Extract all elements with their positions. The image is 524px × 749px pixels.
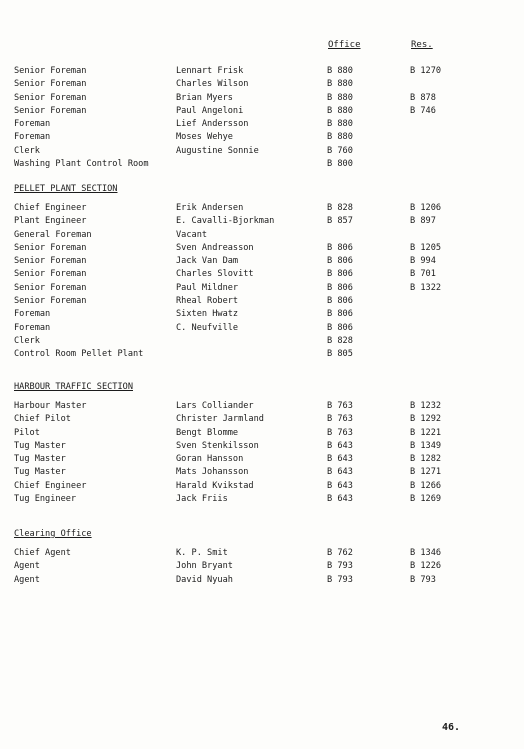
directory-row — [14, 202, 514, 215]
job-title: Agent — [14, 561, 40, 572]
residence-column-header: Res. — [411, 40, 433, 50]
person-name: K. P. Smit — [176, 548, 228, 558]
residence-extension: B 994 — [410, 256, 436, 267]
job-title: Senior Foreman — [14, 296, 87, 307]
office-extension: B 643 — [327, 454, 353, 465]
person-name: Charles Slovitt — [176, 269, 254, 280]
office-extension: B 760 — [327, 145, 353, 156]
residence-extension: B 1349 — [410, 440, 442, 451]
directory-row — [14, 413, 514, 426]
directory-row — [14, 322, 514, 335]
directory-row — [14, 215, 514, 228]
job-title: Senior Foreman — [14, 242, 87, 253]
office-extension: B 806 — [327, 269, 353, 280]
directory-row — [14, 308, 514, 321]
job-title: Foreman — [14, 322, 51, 333]
person-name: Lief Andersson — [176, 119, 249, 130]
office-extension: B 793 — [327, 574, 353, 585]
residence-extension: B 1205 — [410, 242, 442, 253]
section-title: PELLET PLANT SECTION — [14, 184, 118, 194]
directory-row — [14, 480, 514, 493]
directory-row — [14, 65, 514, 78]
clearing-office-section — [14, 529, 514, 587]
person-name: Charles Wilson — [176, 79, 249, 90]
directory-row — [14, 78, 514, 91]
office-extension: B 800 — [327, 159, 353, 170]
office-extension: B 880 — [327, 105, 353, 116]
person-name: E. Cavalli-Bjorkman — [176, 216, 275, 227]
office-extension: B 828 — [327, 335, 353, 346]
person-name: Paul Mildner — [176, 282, 239, 293]
person-name: Christer Jarmland — [176, 414, 264, 425]
directory-row — [14, 440, 514, 453]
office-extension: B 806 — [327, 322, 353, 333]
residence-extension: B 701 — [410, 269, 436, 280]
office-extension: B 828 — [327, 203, 353, 213]
harbour-traffic-section — [14, 382, 514, 506]
directory-row — [14, 229, 514, 242]
job-title: Clerk — [14, 145, 40, 156]
office-extension: B 643 — [327, 494, 353, 505]
residence-extension: B 1232 — [410, 401, 442, 411]
person-name: Mats Johansson — [176, 467, 249, 478]
job-title: Foreman — [14, 309, 51, 320]
person-name: Rheal Robert — [176, 296, 239, 307]
job-title: Clerk — [14, 335, 40, 346]
office-extension: B 880 — [327, 79, 353, 90]
job-title: Tug Master — [14, 440, 66, 451]
job-title: Tug Master — [14, 454, 66, 465]
job-title: Foreman — [14, 132, 51, 143]
directory-row — [14, 295, 514, 308]
person-name: Vacant — [176, 229, 208, 240]
job-title: Senior Foreman — [14, 282, 87, 293]
person-name: Lennart Frisk — [176, 66, 244, 76]
person-name: John Bryant — [176, 561, 233, 572]
job-title: Pilot — [14, 427, 40, 438]
office-extension: B 763 — [327, 414, 353, 425]
office-extension: B 880 — [327, 66, 353, 76]
office-extension: B 806 — [327, 256, 353, 267]
directory-row — [14, 92, 514, 105]
residence-extension: B 1346 — [410, 548, 442, 558]
section-title: Clearing Office — [14, 529, 92, 539]
person-name: Brian Myers — [176, 92, 233, 103]
directory-row — [14, 158, 514, 171]
page-number: 46. — [441, 722, 460, 733]
directory-row — [14, 118, 514, 131]
job-title: Senior Foreman — [14, 66, 87, 76]
residence-extension: B 1271 — [410, 467, 442, 478]
residence-extension: B 793 — [410, 574, 436, 585]
directory-row — [14, 335, 514, 348]
residence-extension: B 1282 — [410, 454, 442, 465]
washing-plant-section — [14, 65, 514, 171]
directory-row — [14, 268, 514, 281]
job-title: Control Room Pellet Plant — [14, 349, 144, 360]
office-extension: B 806 — [327, 296, 353, 307]
job-title: Senior Foreman — [14, 105, 87, 116]
job-title: Tug Engineer — [14, 494, 77, 505]
office-extension: B 880 — [327, 132, 353, 143]
job-title: Chief Agent — [14, 548, 71, 558]
person-name: C. Neufville — [176, 322, 239, 333]
office-extension: B 643 — [327, 440, 353, 451]
person-name: Jack Van Dam — [176, 256, 239, 267]
office-extension: B 762 — [327, 548, 353, 558]
job-title: Chief Engineer — [14, 480, 87, 491]
residence-extension: B 1270 — [410, 66, 442, 76]
person-name: Sixten Hwatz — [176, 309, 239, 320]
residence-extension: B 1292 — [410, 414, 442, 425]
office-extension: B 880 — [327, 119, 353, 130]
job-title: Chief Engineer — [14, 203, 87, 213]
job-title: Senior Foreman — [14, 79, 87, 90]
job-title: Senior Foreman — [14, 269, 87, 280]
directory-row — [14, 131, 514, 144]
person-name: Paul Angeloni — [176, 105, 244, 116]
office-extension: B 643 — [327, 480, 353, 491]
directory-row — [14, 348, 514, 361]
person-name: Jack Friis — [176, 494, 228, 505]
job-title: Plant Engineer — [14, 216, 87, 227]
directory-row — [14, 282, 514, 295]
residence-extension: B 746 — [410, 105, 436, 116]
directory-row — [14, 547, 514, 560]
person-name: Bengt Blomme — [176, 427, 239, 438]
residence-extension: B 897 — [410, 216, 436, 227]
office-extension: B 805 — [327, 349, 353, 360]
office-extension: B 806 — [327, 242, 353, 253]
office-extension: B 793 — [327, 561, 353, 572]
directory-row — [14, 145, 514, 158]
person-name: Harald Kvikstad — [176, 480, 254, 491]
person-name: Goran Hansson — [176, 454, 244, 465]
job-title: Chief Pilot — [14, 414, 71, 425]
residence-extension: B 1226 — [410, 561, 442, 572]
office-extension: B 763 — [327, 401, 353, 411]
directory-row — [14, 453, 514, 466]
person-name: Erik Andersen — [176, 203, 244, 213]
office-extension: B 806 — [327, 282, 353, 293]
pellet-plant-section — [14, 184, 514, 362]
job-title: Harbour Master — [14, 401, 87, 411]
residence-extension: B 878 — [410, 92, 436, 103]
residence-extension: B 1221 — [410, 427, 442, 438]
job-title: Senior Foreman — [14, 256, 87, 267]
residence-extension: B 1322 — [410, 282, 442, 293]
residence-extension: B 1266 — [410, 480, 442, 491]
person-name: Lars Colliander — [176, 401, 254, 411]
job-title: Washing Plant Control Room — [14, 159, 149, 170]
office-extension: B 763 — [327, 427, 353, 438]
job-title: Tug Master — [14, 467, 66, 478]
section-title: HARBOUR TRAFFIC SECTION — [14, 382, 133, 392]
person-name: David Nyuah — [176, 574, 233, 585]
directory-row — [14, 560, 514, 573]
directory-row — [14, 105, 514, 118]
office-column-header: Office — [328, 40, 361, 50]
job-title: Senior Foreman — [14, 92, 87, 103]
residence-extension: B 1206 — [410, 203, 442, 213]
directory-row — [14, 493, 514, 506]
person-name: Sven Stenkilsson — [176, 440, 259, 451]
job-title: Agent — [14, 574, 40, 585]
job-title: Foreman — [14, 119, 51, 130]
person-name: Moses Wehye — [176, 132, 233, 143]
person-name: Augustine Sonnie — [176, 145, 259, 156]
office-extension: B 643 — [327, 467, 353, 478]
office-extension: B 880 — [327, 92, 353, 103]
residence-extension: B 1269 — [410, 494, 442, 505]
office-extension: B 857 — [327, 216, 353, 227]
directory-row — [14, 400, 514, 413]
directory-row — [14, 255, 514, 268]
directory-row — [14, 242, 514, 255]
directory-row — [14, 466, 514, 479]
person-name: Sven Andreasson — [176, 242, 254, 253]
directory-row — [14, 427, 514, 440]
directory-row — [14, 574, 514, 587]
office-extension: B 806 — [327, 309, 353, 320]
job-title: General Foreman — [14, 229, 92, 240]
